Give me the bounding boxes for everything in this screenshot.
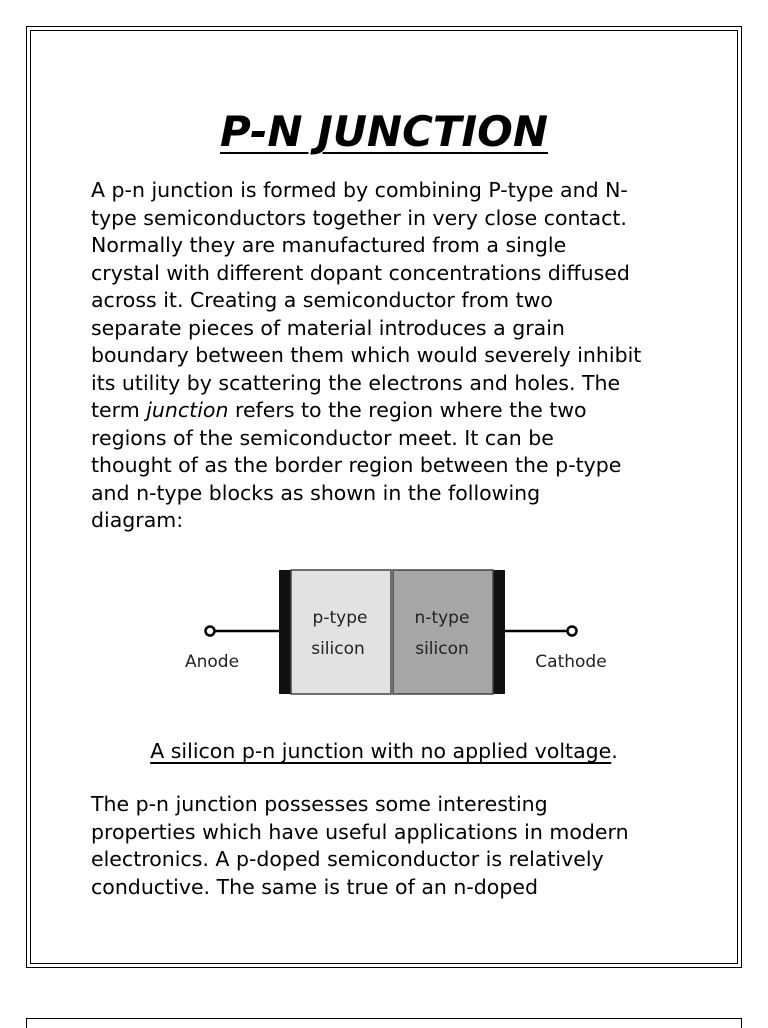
- n-block-label-line2: silicon: [415, 639, 469, 659]
- paragraph-line: its utility by scattering the electrons and holes. The: [91, 370, 621, 395]
- paragraph-line: A p-n junction is formed by combining P-type and N-: [91, 178, 628, 202]
- p-type-block: [291, 570, 391, 694]
- cathode-terminal: [568, 627, 577, 636]
- paragraph-line: regions of the semiconductor meet. It can be: [91, 425, 554, 450]
- paragraph-line: thought of as the border region between the p-type: [91, 453, 622, 477]
- paragraph-line: crystal with different dopant concentrations diffused: [91, 260, 630, 285]
- paragraph-line: diagram:: [91, 508, 184, 532]
- junction-term: junction: [146, 398, 229, 422]
- anode-terminal: [206, 627, 215, 636]
- paragraph-line-part: refers to the region where the two: [228, 398, 587, 422]
- second-paragraph: [91, 791, 711, 901]
- n-block-label-line1: n-type: [414, 608, 470, 628]
- intro-paragraph: [91, 177, 711, 535]
- n-type-block: [393, 570, 493, 694]
- paragraph-line-part: term: [91, 398, 147, 422]
- page-title: P-N JUNCTION: [219, 107, 549, 156]
- paragraph-line: separate pieces of material introduces a grain: [91, 315, 565, 340]
- diagram-caption: [0, 737, 768, 765]
- cathode-label: Cathode: [535, 652, 607, 672]
- anode-end-cap: [279, 570, 291, 694]
- caption-text: A silicon p-n junction with no applied voltage: [150, 739, 612, 763]
- caption-period: .: [611, 739, 618, 763]
- next-page-border: [26, 1018, 742, 1028]
- anode-label: Anode: [184, 652, 240, 672]
- paragraph-line: electronics. A p-doped semiconductor is relatively: [91, 847, 604, 871]
- cathode-end-cap: [493, 570, 505, 694]
- paragraph-line: type semiconductors together in very close contact.: [91, 205, 627, 230]
- p-block-label-line1: p-type: [312, 608, 368, 628]
- p-block-label-line2: silicon: [311, 639, 365, 659]
- paragraph-line: boundary between them which would severely inhibit: [91, 343, 642, 367]
- paragraph-line: properties which have useful applications in modern: [91, 819, 629, 844]
- paragraph-line: The p-n junction possesses some interesting: [91, 792, 548, 816]
- paragraph-line: Normally they are manufactured from a single: [91, 233, 567, 257]
- pn-junction-diagram: [180, 565, 620, 700]
- paragraph-line: and n-type blocks as shown in the following: [91, 480, 541, 505]
- paragraph-line: across it. Creating a semiconductor from two: [91, 288, 553, 312]
- paragraph-line: conductive. The same is true of an n-doped: [91, 874, 538, 899]
